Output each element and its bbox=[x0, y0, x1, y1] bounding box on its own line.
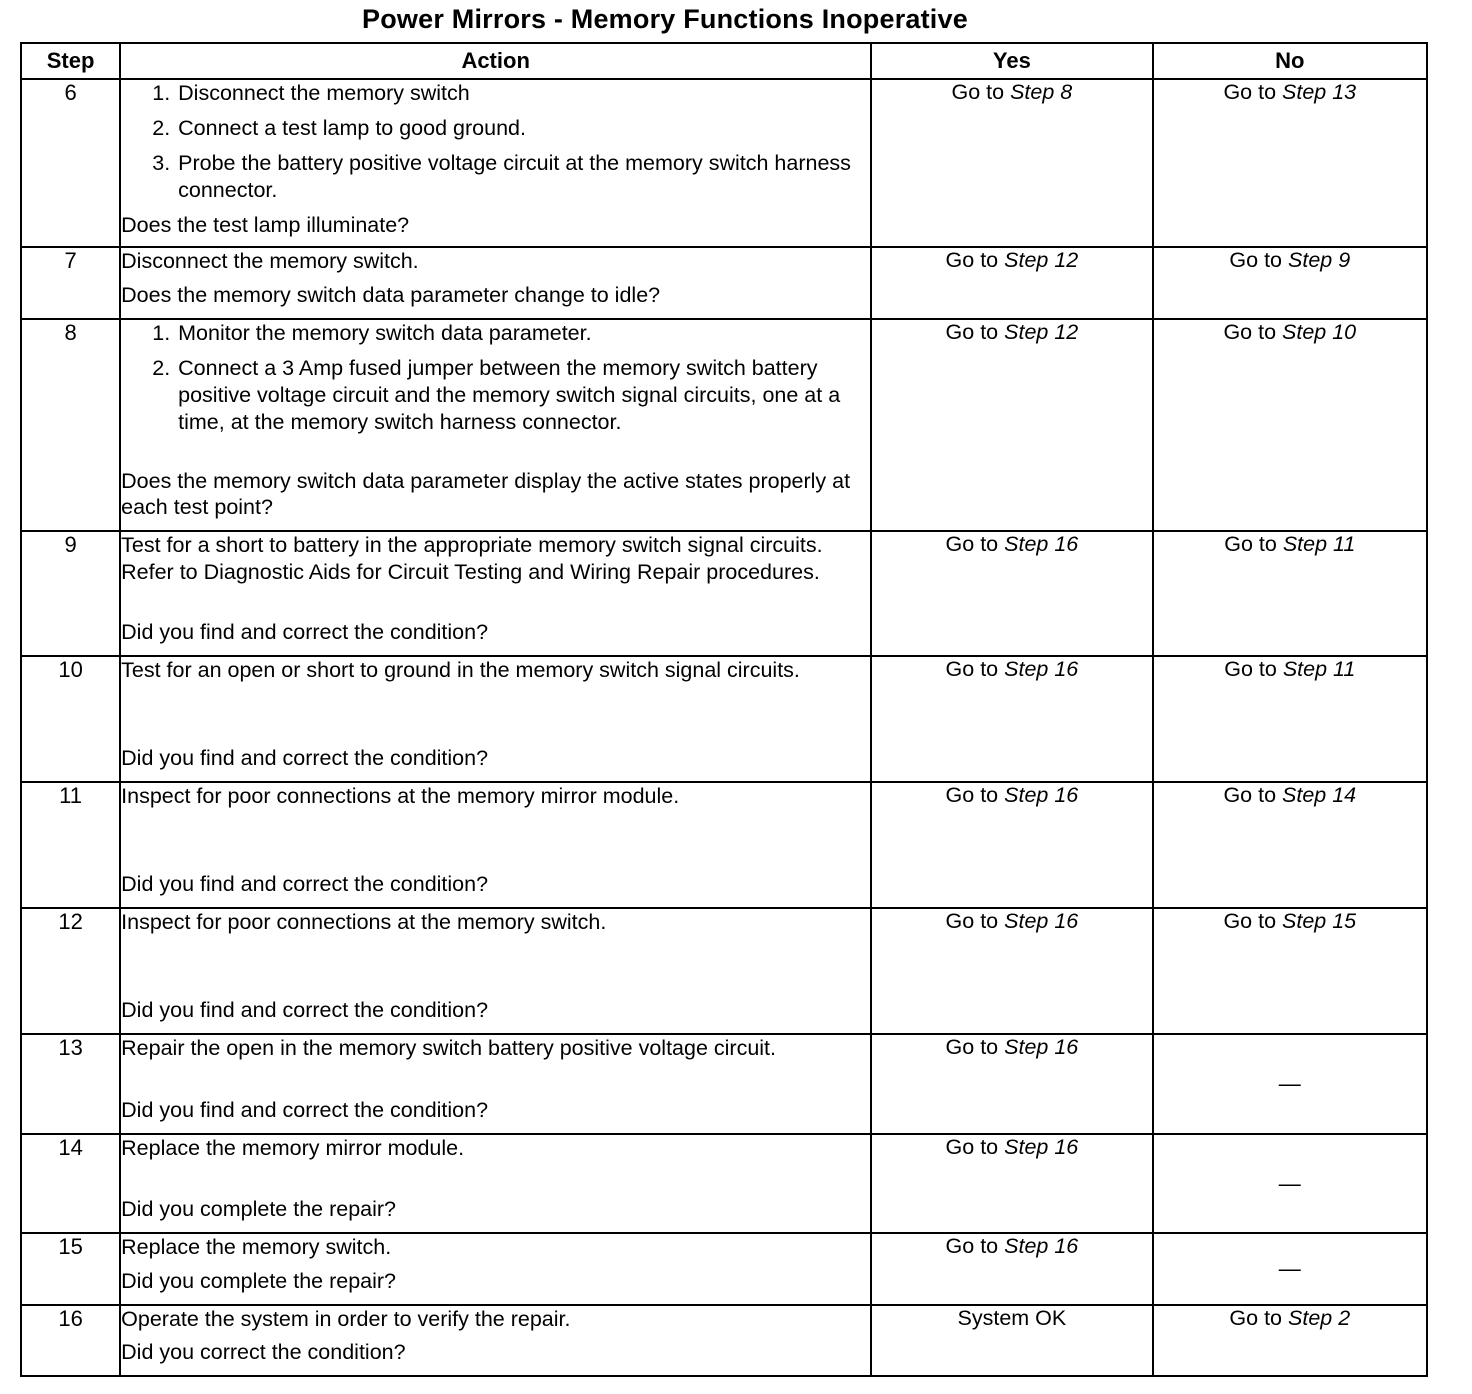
yes-result bbox=[871, 908, 1152, 1034]
step-number: 10 bbox=[21, 656, 120, 782]
action-text: Disconnect the memory switch. bbox=[121, 249, 419, 273]
action-question: Does the memory switch data parameter display the active states properly at each test point? bbox=[121, 469, 851, 519]
action-text: Operate the system in order to verify the repair. bbox=[121, 1307, 571, 1331]
table-row bbox=[21, 247, 1427, 319]
action-cell bbox=[120, 656, 871, 782]
no-result bbox=[1153, 319, 1427, 531]
step-reference: Step 16 bbox=[1004, 783, 1079, 807]
header-no: No bbox=[1153, 43, 1427, 79]
step-reference: Step 16 bbox=[1004, 657, 1079, 681]
goto-prefix: Go to bbox=[945, 320, 999, 344]
action-question: Did you complete the repair? bbox=[121, 1269, 397, 1293]
yes-result bbox=[871, 319, 1152, 531]
action-question: Does the test lamp illuminate? bbox=[121, 213, 410, 237]
goto-prefix: Go to bbox=[1229, 1306, 1283, 1330]
step-reference: Step 16 bbox=[1004, 1035, 1079, 1059]
goto-prefix: Go to bbox=[951, 80, 1005, 104]
action-text: Replace the memory mirror module. bbox=[121, 1136, 465, 1160]
step-reference: Step 14 bbox=[1282, 783, 1357, 807]
table-row bbox=[21, 1233, 1427, 1305]
step-number: 11 bbox=[21, 782, 120, 908]
goto-prefix: Go to bbox=[945, 1234, 999, 1258]
not-applicable-dash: — bbox=[1278, 1071, 1301, 1096]
substep-list bbox=[121, 80, 870, 212]
header-yes: Yes bbox=[871, 43, 1152, 79]
goto-prefix: Go to bbox=[945, 532, 999, 556]
step-number: 15 bbox=[21, 1233, 120, 1305]
step-reference: Step 11 bbox=[1282, 657, 1356, 681]
goto-prefix: Go to bbox=[1224, 532, 1277, 556]
action-text: Test for a short to battery in the appropriate memory switch signal circuits. Refer to Diagnostic Aids for Circuit Testing and Wiring Repair procedures. bbox=[121, 533, 823, 584]
result-text: System OK bbox=[957, 1306, 1067, 1330]
no-result bbox=[1153, 531, 1427, 656]
step-reference: Step 9 bbox=[1288, 248, 1351, 272]
action-question: Did you find and correct the condition? bbox=[121, 872, 489, 896]
substep-item: 2. Connect a test lamp to good ground. bbox=[176, 115, 870, 142]
action-cell bbox=[120, 1134, 871, 1233]
goto-prefix: Go to bbox=[945, 783, 999, 807]
step-reference: Step 16 bbox=[1004, 1234, 1079, 1258]
step-number: 9 bbox=[21, 531, 120, 656]
table-row bbox=[21, 656, 1427, 782]
action-question: Did you find and correct the condition? bbox=[121, 1098, 489, 1122]
not-applicable-dash: — bbox=[1278, 1170, 1301, 1196]
yes-result bbox=[871, 531, 1152, 656]
yes-result bbox=[871, 1305, 1152, 1376]
step-number: 8 bbox=[21, 319, 120, 531]
page-title: Power Mirrors - Memory Functions Inoperative bbox=[362, 4, 968, 34]
yes-result bbox=[871, 782, 1152, 908]
action-text: Replace the memory switch. bbox=[121, 1235, 392, 1259]
table-row bbox=[21, 1134, 1427, 1233]
step-number: 14 bbox=[21, 1134, 120, 1233]
step-number: 6 bbox=[21, 79, 120, 247]
substep-item: 3. Probe the battery positive voltage circuit at the memory switch harness connector. bbox=[176, 150, 870, 204]
step-reference: Step 13 bbox=[1282, 80, 1357, 104]
goto-prefix: Go to bbox=[1229, 248, 1283, 272]
step-reference: Step 8 bbox=[1010, 80, 1073, 104]
table-header-row bbox=[21, 43, 1427, 79]
step-number: 12 bbox=[21, 908, 120, 1034]
no-result bbox=[1153, 247, 1427, 319]
table-row bbox=[21, 1034, 1427, 1134]
action-text: Inspect for poor connections at the memory switch. bbox=[121, 910, 607, 934]
substep-item: 1. Monitor the memory switch data parameter. bbox=[176, 320, 870, 347]
step-reference: Step 16 bbox=[1004, 1135, 1079, 1159]
step-number: 16 bbox=[21, 1305, 120, 1376]
header-action: Action bbox=[120, 43, 871, 79]
goto-prefix: Go to bbox=[945, 1135, 999, 1159]
step-number: 7 bbox=[21, 247, 120, 319]
step-reference: Step 10 bbox=[1282, 320, 1357, 344]
step-reference: Step 12 bbox=[1004, 248, 1079, 272]
table-row bbox=[21, 79, 1427, 247]
no-result bbox=[1153, 1305, 1427, 1376]
action-text: Inspect for poor connections at the memory mirror module. bbox=[121, 784, 680, 808]
no-result bbox=[1153, 1034, 1427, 1134]
goto-prefix: Go to bbox=[945, 657, 999, 681]
action-cell bbox=[120, 1305, 871, 1376]
header-step: Step bbox=[21, 43, 120, 79]
goto-prefix: Go to bbox=[1223, 783, 1277, 807]
goto-prefix: Go to bbox=[1223, 80, 1277, 104]
yes-result bbox=[871, 1034, 1152, 1134]
step-reference: Step 16 bbox=[1004, 909, 1079, 933]
goto-prefix: Go to bbox=[1223, 909, 1277, 933]
substep-item: 1. Disconnect the memory switch bbox=[176, 80, 870, 107]
action-question: Did you find and correct the condition? bbox=[121, 746, 489, 770]
yes-result bbox=[871, 1134, 1152, 1233]
table-row bbox=[21, 908, 1427, 1034]
step-reference: Step 16 bbox=[1004, 532, 1079, 556]
action-cell bbox=[120, 908, 871, 1034]
action-question: Does the memory switch data parameter change to idle? bbox=[121, 283, 661, 307]
yes-result bbox=[871, 656, 1152, 782]
table-row bbox=[21, 531, 1427, 656]
action-cell bbox=[120, 1034, 871, 1134]
goto-prefix: Go to bbox=[1223, 320, 1277, 344]
step-reference: Step 11 bbox=[1282, 532, 1356, 556]
table-row bbox=[21, 319, 1427, 531]
action-text: Repair the open in the memory switch battery positive voltage circuit. bbox=[121, 1036, 776, 1060]
action-cell bbox=[120, 79, 871, 247]
goto-prefix: Go to bbox=[945, 909, 999, 933]
action-text: Test for an open or short to ground in the memory switch signal circuits. bbox=[121, 658, 800, 682]
yes-result bbox=[871, 247, 1152, 319]
goto-prefix: Go to bbox=[1224, 657, 1277, 681]
action-cell bbox=[120, 782, 871, 908]
substep-list bbox=[121, 320, 870, 444]
action-cell bbox=[120, 319, 871, 531]
table-row bbox=[21, 1305, 1427, 1376]
action-question: Did you complete the repair? bbox=[121, 1197, 397, 1221]
action-cell bbox=[120, 1233, 871, 1305]
substep-item: 2. Connect a 3 Amp fused jumper between the memory switch battery positive voltage circuit and the memory switch signal circuits, one at a time, at the memory switch harness connector. bbox=[176, 355, 870, 436]
no-result bbox=[1153, 1134, 1427, 1233]
not-applicable-dash: — bbox=[1278, 1256, 1301, 1281]
action-cell bbox=[120, 531, 871, 656]
action-question: Did you find and correct the condition? bbox=[121, 998, 489, 1022]
goto-prefix: Go to bbox=[945, 248, 999, 272]
no-result bbox=[1153, 782, 1427, 908]
no-result bbox=[1153, 908, 1427, 1034]
no-result bbox=[1153, 656, 1427, 782]
step-reference: Step 15 bbox=[1282, 909, 1357, 933]
table-row bbox=[21, 782, 1427, 908]
yes-result bbox=[871, 79, 1152, 247]
yes-result bbox=[871, 1233, 1152, 1305]
goto-prefix: Go to bbox=[945, 1035, 999, 1059]
step-reference: Step 2 bbox=[1288, 1306, 1351, 1330]
action-cell bbox=[120, 247, 871, 319]
no-result bbox=[1153, 79, 1427, 247]
no-result bbox=[1153, 1233, 1427, 1305]
action-question: Did you find and correct the condition? bbox=[121, 620, 489, 644]
action-question: Did you correct the condition? bbox=[121, 1340, 406, 1364]
step-reference: Step 12 bbox=[1004, 320, 1079, 344]
diagnostic-table bbox=[20, 42, 1428, 1377]
step-number: 13 bbox=[21, 1034, 120, 1134]
